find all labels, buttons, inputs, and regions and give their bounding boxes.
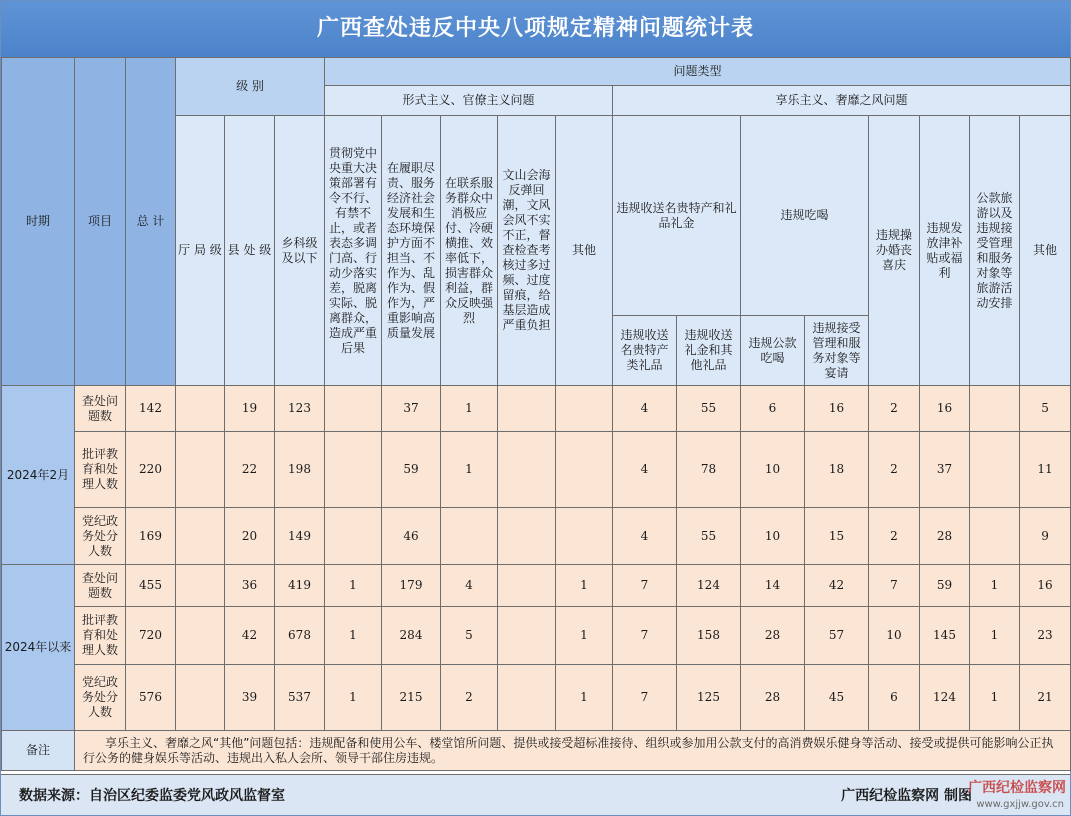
value-cell: 59	[920, 565, 970, 607]
value-cell: 1	[556, 665, 613, 731]
value-cell: 36	[225, 565, 275, 607]
value-cell	[498, 607, 556, 665]
value-cell: 10	[741, 432, 805, 508]
value-cell	[556, 386, 613, 432]
value-cell: 419	[275, 565, 325, 607]
value-cell: 720	[126, 607, 176, 665]
value-cell	[498, 432, 556, 508]
value-cell: 1	[556, 565, 613, 607]
header-eat-a: 违规公款吃喝	[741, 316, 805, 386]
value-cell: 4	[613, 386, 677, 432]
value-cell: 11	[1020, 432, 1071, 508]
item-cell: 党纪政务处分人数	[75, 508, 126, 565]
header-formalism-other: 其他	[556, 116, 613, 386]
value-cell: 9	[1020, 508, 1071, 565]
header-hedonism-other: 其他	[1020, 116, 1071, 386]
value-cell	[325, 508, 382, 565]
header-gift-b: 违规收送礼金和其他礼品	[677, 316, 741, 386]
value-cell: 19	[225, 386, 275, 432]
value-cell: 4	[613, 432, 677, 508]
table-body	[2, 386, 1071, 731]
item-cell: 党纪政务处分人数	[75, 665, 126, 731]
value-cell: 23	[1020, 607, 1071, 665]
value-cell	[176, 665, 225, 731]
value-cell: 20	[225, 508, 275, 565]
table-row	[2, 432, 1071, 508]
value-cell: 28	[920, 508, 970, 565]
header-level-xian: 县 处 级	[225, 116, 275, 386]
value-cell: 16	[1020, 565, 1071, 607]
value-cell: 10	[741, 508, 805, 565]
value-cell	[176, 565, 225, 607]
value-cell	[325, 386, 382, 432]
value-cell: 215	[382, 665, 441, 731]
header-total: 总 计	[126, 58, 176, 386]
value-cell: 5	[1020, 386, 1071, 432]
footer	[1, 774, 1070, 815]
header-eat-b: 违规接受管理和服务对象等宴请	[805, 316, 869, 386]
value-cell: 1	[970, 565, 1020, 607]
value-cell: 455	[126, 565, 176, 607]
value-cell: 1	[325, 565, 382, 607]
period-cell: 2024年2月	[2, 386, 75, 565]
watermark-logo: 广西纪检监察网	[968, 780, 1066, 796]
value-cell	[970, 386, 1020, 432]
value-cell: 576	[126, 665, 176, 731]
header-period: 时期	[2, 58, 75, 386]
value-cell: 1	[970, 607, 1020, 665]
value-cell: 145	[920, 607, 970, 665]
value-cell: 2	[441, 665, 498, 731]
header-level-ting: 厅 局 级	[176, 116, 225, 386]
value-cell: 4	[441, 565, 498, 607]
value-cell: 142	[126, 386, 176, 432]
value-cell	[176, 508, 225, 565]
header-issue-type: 问题类型	[325, 58, 1071, 86]
header-wedding: 违规操办婚丧喜庆	[869, 116, 920, 386]
value-cell: 537	[275, 665, 325, 731]
header-formalism-4: 文山会海反弹回潮，文风会风不实不正，督查检查考核过多过频、过度留痕，给基层造成严重负担	[498, 116, 556, 386]
value-cell: 21	[1020, 665, 1071, 731]
item-cell: 查处问题数	[75, 386, 126, 432]
table-row	[2, 607, 1071, 665]
note-label: 备注	[2, 731, 75, 771]
value-cell: 7	[869, 565, 920, 607]
note-text: 享乐主义、奢靡之风“其他”问题包括：违规配备和使用公车、楼堂馆所问题、提供或接受超标准接待、组织或参加用公款支付的高消费娱乐健身等活动、接受或提供可能影响公正执行公务的健身娱乐等活动、违规出入私人会所、领导干部住房违规。	[75, 731, 1071, 771]
header-gift: 违规收送名贵特产和礼品礼金	[613, 116, 741, 316]
value-cell: 123	[275, 386, 325, 432]
value-cell: 284	[382, 607, 441, 665]
value-cell: 6	[869, 665, 920, 731]
value-cell: 45	[805, 665, 869, 731]
value-cell: 18	[805, 432, 869, 508]
header-travel: 公款旅游以及违规接受管理和服务对象等旅游活动安排	[970, 116, 1020, 386]
sheet-title: 广西查处违反中央八项规定精神问题统计表	[1, 1, 1070, 57]
data-source: 数据来源：自治区纪委监委党风政风监督室	[19, 788, 285, 804]
value-cell: 1	[441, 432, 498, 508]
value-cell: 28	[741, 665, 805, 731]
header-level: 级 别	[176, 58, 325, 116]
value-cell	[441, 508, 498, 565]
value-cell: 124	[920, 665, 970, 731]
value-cell: 7	[613, 607, 677, 665]
value-cell: 42	[225, 607, 275, 665]
value-cell: 1	[556, 607, 613, 665]
value-cell: 55	[677, 386, 741, 432]
value-cell: 14	[741, 565, 805, 607]
header-formalism-1: 贯彻党中央重大决策部署有令不行、有禁不止，或者表态多调门高、行动少落实差，脱离实际、脱离群众，造成严重后果	[325, 116, 382, 386]
value-cell: 124	[677, 565, 741, 607]
item-cell: 批评教育和处理人数	[75, 432, 126, 508]
item-cell: 查处问题数	[75, 565, 126, 607]
value-cell: 1	[441, 386, 498, 432]
value-cell: 1	[325, 665, 382, 731]
value-cell: 46	[382, 508, 441, 565]
value-cell: 59	[382, 432, 441, 508]
value-cell: 169	[126, 508, 176, 565]
value-cell: 7	[613, 665, 677, 731]
value-cell: 39	[225, 665, 275, 731]
stats-table	[1, 57, 1071, 771]
value-cell: 1	[325, 607, 382, 665]
value-cell	[498, 386, 556, 432]
value-cell	[176, 432, 225, 508]
value-cell: 15	[805, 508, 869, 565]
value-cell: 37	[382, 386, 441, 432]
brand-credit: 广西纪检监察网 制图	[841, 788, 972, 804]
value-cell: 4	[613, 508, 677, 565]
value-cell: 6	[741, 386, 805, 432]
table-row	[2, 386, 1071, 432]
value-cell: 2	[869, 508, 920, 565]
value-cell: 28	[741, 607, 805, 665]
value-cell	[498, 565, 556, 607]
value-cell: 179	[382, 565, 441, 607]
value-cell	[176, 386, 225, 432]
header-level-xiang: 乡科级及以下	[275, 116, 325, 386]
watermark-url: www.gxjjw.gov.cn	[976, 799, 1064, 810]
value-cell	[970, 432, 1020, 508]
header-item: 项目	[75, 58, 126, 386]
value-cell	[498, 508, 556, 565]
header-subsidy: 违规发放津补贴或福利	[920, 116, 970, 386]
value-cell	[498, 665, 556, 731]
value-cell	[556, 432, 613, 508]
value-cell: 198	[275, 432, 325, 508]
value-cell	[176, 607, 225, 665]
value-cell: 16	[920, 386, 970, 432]
header-hedonism: 享乐主义、奢靡之风问题	[613, 86, 1071, 116]
value-cell: 37	[920, 432, 970, 508]
table-row	[2, 565, 1071, 607]
header-formalism: 形式主义、官僚主义问题	[325, 86, 613, 116]
value-cell: 1	[970, 665, 1020, 731]
value-cell: 5	[441, 607, 498, 665]
value-cell: 22	[225, 432, 275, 508]
period-cell: 2024年以来	[2, 565, 75, 731]
value-cell	[325, 432, 382, 508]
value-cell: 16	[805, 386, 869, 432]
item-cell: 批评教育和处理人数	[75, 607, 126, 665]
value-cell: 678	[275, 607, 325, 665]
value-cell: 55	[677, 508, 741, 565]
value-cell	[970, 508, 1020, 565]
header-formalism-2: 在履职尽责、服务经济社会发展和生态环境保护方面不担当、不作为、乱作为、假作为，严重影响高质量发展	[382, 116, 441, 386]
value-cell: 158	[677, 607, 741, 665]
value-cell: 7	[613, 565, 677, 607]
value-cell	[556, 508, 613, 565]
value-cell: 2	[869, 432, 920, 508]
value-cell: 220	[126, 432, 176, 508]
header-eat: 违规吃喝	[741, 116, 869, 316]
value-cell: 78	[677, 432, 741, 508]
table-row	[2, 665, 1071, 731]
table-row	[2, 508, 1071, 565]
header-formalism-3: 在联系服务群众中消极应付、冷硬横推、效率低下，损害群众利益，群众反映强烈	[441, 116, 498, 386]
value-cell: 10	[869, 607, 920, 665]
value-cell: 2	[869, 386, 920, 432]
value-cell: 57	[805, 607, 869, 665]
value-cell: 42	[805, 565, 869, 607]
value-cell: 125	[677, 665, 741, 731]
header-gift-a: 违规收送名贵特产类礼品	[613, 316, 677, 386]
value-cell: 149	[275, 508, 325, 565]
